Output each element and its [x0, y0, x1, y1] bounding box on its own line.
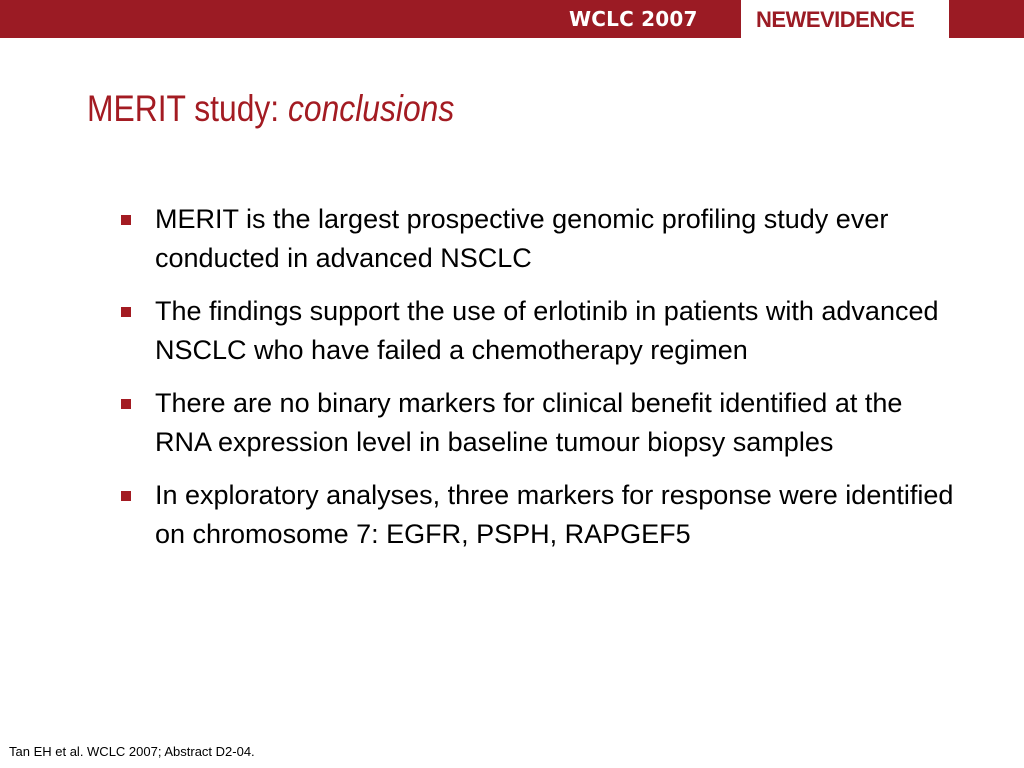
conference-label: WCLC 2007	[569, 7, 698, 31]
new-evidence-logo	[741, 0, 949, 38]
bullet-list	[118, 200, 958, 568]
bullet-text: The findings support the use of erlotinib in patients with advanced NSCLC who have failed a chemotherapy regimen	[155, 296, 939, 365]
bullet-item	[118, 476, 958, 554]
square-bullet-icon	[121, 399, 131, 409]
logo-text	[756, 6, 914, 34]
logo-text-evidence: EVIDENCE	[805, 7, 915, 32]
slide-title	[87, 88, 454, 130]
bullet-text: There are no binary markers for clinical benefit identified at the RNA expression level in baseline tumour biopsy samples	[155, 388, 903, 457]
logo-text-new: NEW	[756, 7, 806, 32]
footnote: Tan EH et al. WCLC 2007; Abstract D2-04.	[9, 744, 255, 759]
square-bullet-icon	[121, 491, 131, 501]
bullet-item	[118, 292, 958, 370]
bullet-item	[118, 384, 958, 462]
header-bar	[0, 0, 1024, 38]
square-bullet-icon	[121, 215, 131, 225]
bullet-text: In exploratory analyses, three markers for response were identified on chromosome 7: EGFR, PSPH, RAPGEF5	[155, 480, 954, 549]
title-main: MERIT study:	[87, 88, 288, 129]
square-bullet-icon	[121, 307, 131, 317]
bullet-item	[118, 200, 958, 278]
bullet-text: MERIT is the largest prospective genomic profiling study ever conducted in advanced NSCLC	[155, 204, 889, 273]
title-emphasis: conclusions	[287, 88, 455, 129]
